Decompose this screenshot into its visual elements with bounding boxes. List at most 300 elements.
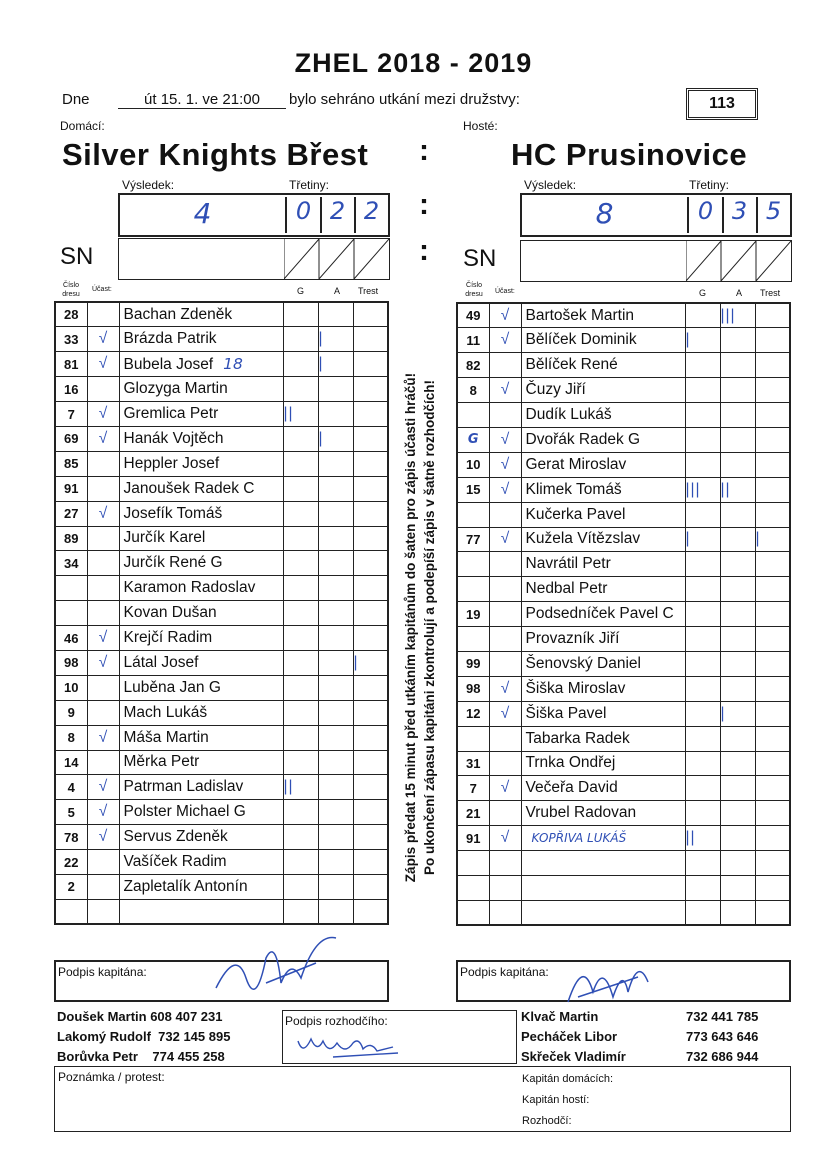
colon-separator: :: [419, 134, 429, 167]
assists-cell: [318, 551, 353, 576]
goals-cell: [685, 353, 720, 378]
assists-cell: [720, 427, 755, 452]
table-row: [457, 801, 790, 826]
player-name: Jurčík René G: [119, 551, 283, 576]
goals-cell: [283, 476, 318, 501]
penalty-cell: [755, 726, 790, 751]
penalty-cell: |: [353, 650, 388, 675]
participation-mark: √: [87, 825, 119, 850]
home-label: Domácí:: [60, 119, 105, 133]
notice-line1: Zápis předat 15 minut před utkáním kapitánům do šaten pro zápis účasti hráčů!: [403, 372, 418, 883]
player-name: Navrátil Petr: [521, 552, 685, 577]
player-name: Brázda Patrik: [119, 327, 283, 352]
table-row: [55, 451, 388, 476]
participation-mark: [489, 801, 521, 826]
participation-mark: [489, 552, 521, 577]
participation-mark: √: [489, 701, 521, 726]
player-number: [457, 627, 489, 652]
player-name: Podsedníček Pavel C: [521, 602, 685, 627]
table-row: [55, 650, 388, 675]
participation-mark: [87, 451, 119, 476]
table-row: [55, 675, 388, 700]
player-name: Bachan Zdeněk: [119, 302, 283, 327]
date-value: út 15. 1. ve 21:00: [118, 91, 286, 109]
player-number: 31: [457, 751, 489, 776]
player-number: 11: [457, 328, 489, 353]
contact-phone: 774 455 258: [152, 1049, 225, 1064]
penalty-cell: |: [755, 527, 790, 552]
contact-phone: 732 686 944: [686, 1049, 759, 1064]
penalty-cell: [353, 800, 388, 825]
participation-mark: √: [489, 303, 521, 328]
table-row: [55, 426, 388, 451]
table-row: [55, 526, 388, 551]
penalty-cell: [353, 327, 388, 352]
participation-mark: [87, 874, 119, 899]
player-name: Vrubel Radovan: [521, 801, 685, 826]
penalty-cell: [353, 626, 388, 651]
participation-mark: [87, 302, 119, 327]
goals-cell: [685, 577, 720, 602]
player-number: [457, 851, 489, 876]
player-number: 8: [55, 725, 87, 750]
participation-mark: √: [489, 452, 521, 477]
match-number: 113: [686, 88, 758, 120]
player-number: [55, 899, 87, 924]
table-row: [457, 701, 790, 726]
player-number: G: [457, 427, 489, 452]
table-row: [55, 302, 388, 327]
participation-mark: √: [489, 477, 521, 502]
assists-cell: [318, 302, 353, 327]
penalty-cell: [755, 353, 790, 378]
player-name: Gerat Miroslav: [521, 452, 685, 477]
table-row: [55, 750, 388, 775]
contact-phone: 608 407 231: [150, 1009, 223, 1024]
penalty-cell: [755, 427, 790, 452]
referee-signature: [293, 1031, 403, 1063]
home-sn-box: [118, 238, 390, 280]
home-col-g: G: [297, 286, 305, 296]
assists-cell: [720, 552, 755, 577]
goals-cell: [283, 800, 318, 825]
player-name: [119, 899, 283, 924]
away-captain-label: Kapitán hostí:: [522, 1094, 590, 1106]
table-row: [55, 601, 388, 626]
player-number: 28: [55, 302, 87, 327]
goals-cell: [685, 303, 720, 328]
player-number: 8: [457, 378, 489, 403]
player-number: 89: [55, 526, 87, 551]
player-name: Gremlica Petr: [119, 402, 283, 427]
player-number: 2: [55, 874, 87, 899]
player-name: Servus Zdeněk: [119, 825, 283, 850]
participation-mark: [489, 602, 521, 627]
contact-row: [57, 1027, 230, 1047]
penalty-cell: [755, 751, 790, 776]
goals-cell: [283, 874, 318, 899]
player-name: Provazník Jiří: [521, 627, 685, 652]
penalty-cell: [353, 551, 388, 576]
assists-cell: [318, 601, 353, 626]
participation-mark: √: [489, 328, 521, 353]
penalty-cell: [353, 725, 388, 750]
table-row: [457, 427, 790, 452]
goals-cell: [283, 601, 318, 626]
away-sn-slashes: [686, 241, 791, 281]
player-number: 16: [55, 377, 87, 402]
penalty-cell: [755, 502, 790, 527]
assists-cell: [318, 899, 353, 924]
assists-cell: [720, 452, 755, 477]
goals-cell: [283, 576, 318, 601]
table-row: [457, 900, 790, 925]
goals-cell: [283, 526, 318, 551]
assists-cell: [720, 651, 755, 676]
penalty-cell: [353, 576, 388, 601]
notice-line2-wrap: [422, 205, 437, 1050]
assists-cell: [720, 875, 755, 900]
table-row: [457, 527, 790, 552]
assists-cell: [318, 775, 353, 800]
participation-mark: [489, 627, 521, 652]
assists-cell: [720, 527, 755, 552]
table-row: [457, 627, 790, 652]
participation-mark: [489, 577, 521, 602]
player-number: 69: [55, 426, 87, 451]
player-name: KOPŘIVA LUKÁŠ: [521, 826, 685, 851]
away-label: Hosté:: [463, 119, 498, 133]
table-row: [457, 751, 790, 776]
player-number: 34: [55, 551, 87, 576]
player-name: Vašíček Radim: [119, 850, 283, 875]
assists-cell: [318, 725, 353, 750]
participation-mark: √: [87, 775, 119, 800]
goals-cell: [685, 502, 720, 527]
table-row: [55, 874, 388, 899]
penalty-cell: [353, 775, 388, 800]
home-period-3: 2: [363, 197, 380, 225]
penalty-cell: [755, 651, 790, 676]
assists-cell: [720, 328, 755, 353]
participation-mark: [87, 576, 119, 601]
goals-cell: [283, 551, 318, 576]
goals-cell: [685, 751, 720, 776]
table-row: [55, 352, 388, 377]
table-row: [55, 825, 388, 850]
contacts-right-phones: [686, 1007, 758, 1067]
player-name: Jurčík Karel: [119, 526, 283, 551]
goals-cell: [283, 825, 318, 850]
table-row: [457, 851, 790, 876]
assists-cell: [720, 851, 755, 876]
participation-mark: √: [87, 402, 119, 427]
player-number: [457, 726, 489, 751]
player-name: Glozyga Martin: [119, 377, 283, 402]
assists-cell: [720, 900, 755, 925]
player-name: Kovan Dušan: [119, 601, 283, 626]
penalty-cell: [755, 826, 790, 851]
away-score-box: [520, 193, 792, 237]
contact-name: Skřeček Vladimír: [521, 1049, 626, 1064]
player-number: 4: [55, 775, 87, 800]
table-row: [457, 353, 790, 378]
player-name: Bělíček René: [521, 353, 685, 378]
goals-cell: [685, 900, 720, 925]
participation-mark: [489, 726, 521, 751]
participation-mark: √: [489, 676, 521, 701]
goals-cell: [685, 602, 720, 627]
assists-cell: [318, 377, 353, 402]
colon-separator: :: [419, 234, 429, 267]
penalty-cell: [755, 477, 790, 502]
assists-cell: [720, 627, 755, 652]
player-number: [457, 900, 489, 925]
goals-cell: [283, 650, 318, 675]
form-title: ZHEL 2018 - 2019: [294, 48, 533, 78]
penalty-cell: [755, 328, 790, 353]
contact-name: Pecháček Libor: [521, 1029, 618, 1044]
player-name: Čuzy Jiří: [521, 378, 685, 403]
goals-cell: ||: [283, 402, 318, 427]
penalty-cell: [755, 875, 790, 900]
player-number: 27: [55, 501, 87, 526]
contact-phone: 773 643 646: [686, 1029, 759, 1044]
participation-mark: √: [489, 427, 521, 452]
goals-cell: [685, 726, 720, 751]
home-score: 4: [120, 197, 287, 233]
table-row: [457, 826, 790, 851]
away-captain-sign-label: Podpis kapitána:: [460, 965, 549, 979]
assists-cell: [720, 577, 755, 602]
penalty-cell: [755, 552, 790, 577]
penalty-cell: [755, 900, 790, 925]
player-name: Polster Michael G: [119, 800, 283, 825]
away-team-name: HC Prusinovice: [511, 137, 748, 172]
home-roster-table: [54, 301, 389, 925]
assists-cell: [318, 526, 353, 551]
goals-cell: [283, 725, 318, 750]
player-number: 78: [55, 825, 87, 850]
home-result-label: Výsledek:: [122, 178, 175, 192]
table-row: [457, 577, 790, 602]
participation-mark: [87, 601, 119, 626]
assists-cell: [318, 576, 353, 601]
contact-name: Doušek Martin: [57, 1009, 147, 1024]
penalty-cell: [353, 526, 388, 551]
penalty-cell: [353, 426, 388, 451]
assists-cell: |: [318, 352, 353, 377]
table-row: [55, 501, 388, 526]
player-name: Mach Lukáš: [119, 700, 283, 725]
table-row: [55, 551, 388, 576]
away-score: 8: [522, 197, 689, 233]
goals-cell: ||: [283, 775, 318, 800]
player-name: Večeřa David: [521, 776, 685, 801]
goals-cell: [685, 676, 720, 701]
table-row: [457, 875, 790, 900]
penalty-cell: [353, 377, 388, 402]
penalty-cell: [755, 627, 790, 652]
table-row: [457, 552, 790, 577]
goals-cell: [685, 403, 720, 428]
player-number: 7: [457, 776, 489, 801]
table-row: [55, 850, 388, 875]
goals-cell: [685, 875, 720, 900]
participation-mark: [87, 899, 119, 924]
participation-mark: [489, 900, 521, 925]
player-name: [521, 900, 685, 925]
home-col-trest: Trest: [358, 286, 379, 296]
player-name: Kučerka Pavel: [521, 502, 685, 527]
home-col-no: Číslo dresu: [62, 282, 80, 298]
player-number: 19: [457, 602, 489, 627]
assists-cell: [318, 800, 353, 825]
participation-mark: [489, 751, 521, 776]
player-name: Šiška Miroslav: [521, 676, 685, 701]
penalty-cell: [353, 825, 388, 850]
home-captain-label: Kapitán domácích:: [522, 1073, 614, 1085]
participation-mark: [489, 403, 521, 428]
assists-cell: [318, 700, 353, 725]
player-name: Měrka Petr: [119, 750, 283, 775]
table-row: [55, 402, 388, 427]
participation-mark: √: [489, 826, 521, 851]
contact-phone: 732 441 785: [686, 1009, 759, 1024]
home-col-a: A: [334, 286, 341, 296]
assists-cell: |: [318, 426, 353, 451]
participation-mark: √: [87, 800, 119, 825]
table-row: [55, 626, 388, 651]
player-name: Karamon Radoslav: [119, 576, 283, 601]
player-number: [457, 403, 489, 428]
participation-mark: √: [87, 327, 119, 352]
participation-mark: [489, 875, 521, 900]
penalty-cell: [755, 676, 790, 701]
player-number: 5: [55, 800, 87, 825]
goals-cell: [685, 552, 720, 577]
player-name: Šiška Pavel: [521, 701, 685, 726]
home-period-1: 0: [287, 197, 322, 233]
table-row: [457, 477, 790, 502]
player-number: 46: [55, 626, 87, 651]
away-period-2: 3: [723, 197, 758, 233]
contact-phone: 732 145 895: [158, 1029, 231, 1044]
player-name: Klimek Tomáš: [521, 477, 685, 502]
assists-cell: [318, 825, 353, 850]
player-number: 85: [55, 451, 87, 476]
assists-cell: [720, 751, 755, 776]
goals-cell: [685, 801, 720, 826]
player-name: Nedbal Petr: [521, 577, 685, 602]
assists-cell: [720, 403, 755, 428]
penalty-cell: [353, 899, 388, 924]
participation-mark: [489, 651, 521, 676]
table-row: [457, 602, 790, 627]
home-col-part: Účast:: [92, 286, 112, 293]
table-row: [55, 576, 388, 601]
assists-cell: [318, 451, 353, 476]
table-row: [55, 800, 388, 825]
goals-cell: [685, 776, 720, 801]
played-text: bylo sehráno utkání mezi družstvy:: [289, 91, 520, 108]
penalty-cell: [755, 801, 790, 826]
assists-cell: [720, 676, 755, 701]
assists-cell: [318, 675, 353, 700]
player-number: 49: [457, 303, 489, 328]
assists-cell: [720, 776, 755, 801]
assists-cell: [720, 353, 755, 378]
penalty-cell: [755, 577, 790, 602]
participation-mark: √: [87, 426, 119, 451]
player-number: 98: [457, 676, 489, 701]
player-name: [521, 875, 685, 900]
player-name: Hanák Vojtěch: [119, 426, 283, 451]
player-name: Látal Josef: [119, 650, 283, 675]
goals-cell: ||: [685, 826, 720, 851]
home-period-2: 2: [321, 197, 356, 233]
goals-cell: [685, 452, 720, 477]
table-row: [457, 328, 790, 353]
player-name: Patrman Ladislav: [119, 775, 283, 800]
player-name: Zapletalík Antonín: [119, 874, 283, 899]
referee-sign-box: [282, 1010, 517, 1064]
goals-cell: [685, 427, 720, 452]
table-row: [55, 775, 388, 800]
notice-line1-wrap: [403, 205, 418, 1050]
participation-mark: [489, 353, 521, 378]
goals-cell: [283, 850, 318, 875]
goals-cell: [685, 378, 720, 403]
participation-mark: [87, 750, 119, 775]
player-name: Tabarka Radek: [521, 726, 685, 751]
participation-mark: √: [489, 378, 521, 403]
table-row: [457, 726, 790, 751]
player-number: [457, 552, 489, 577]
player-number: 10: [55, 675, 87, 700]
player-name: Dudík Lukáš: [521, 403, 685, 428]
participation-mark: [87, 476, 119, 501]
participation-mark: √: [489, 776, 521, 801]
player-number: 33: [55, 327, 87, 352]
participation-mark: [87, 526, 119, 551]
player-name: Šenovský Daniel: [521, 651, 685, 676]
penalty-cell: [755, 403, 790, 428]
home-score-box: [118, 193, 390, 237]
penalty-cell: [755, 452, 790, 477]
away-col-g: G: [699, 288, 707, 298]
player-name-text: Bubela Josef: [123, 355, 214, 373]
away-period-1: 0: [689, 197, 724, 233]
away-roster-table: [456, 302, 791, 926]
player-name: Luběna Jan G: [119, 675, 283, 700]
participation-mark: √: [87, 725, 119, 750]
penalty-cell: [755, 378, 790, 403]
goals-cell: [283, 426, 318, 451]
player-name: Krejčí Radim: [119, 626, 283, 651]
penalty-cell: [353, 601, 388, 626]
player-number: 14: [55, 750, 87, 775]
penalty-cell: [755, 701, 790, 726]
assists-cell: [318, 850, 353, 875]
footer-box: [54, 1066, 791, 1132]
away-periods-label: Třetiny:: [689, 178, 730, 192]
player-name: Kužela Vítězslav: [521, 527, 685, 552]
home-captain-sign-label: Podpis kapitána:: [58, 965, 147, 979]
penalty-cell: [755, 602, 790, 627]
goals-cell: [283, 352, 318, 377]
table-row: [457, 303, 790, 328]
